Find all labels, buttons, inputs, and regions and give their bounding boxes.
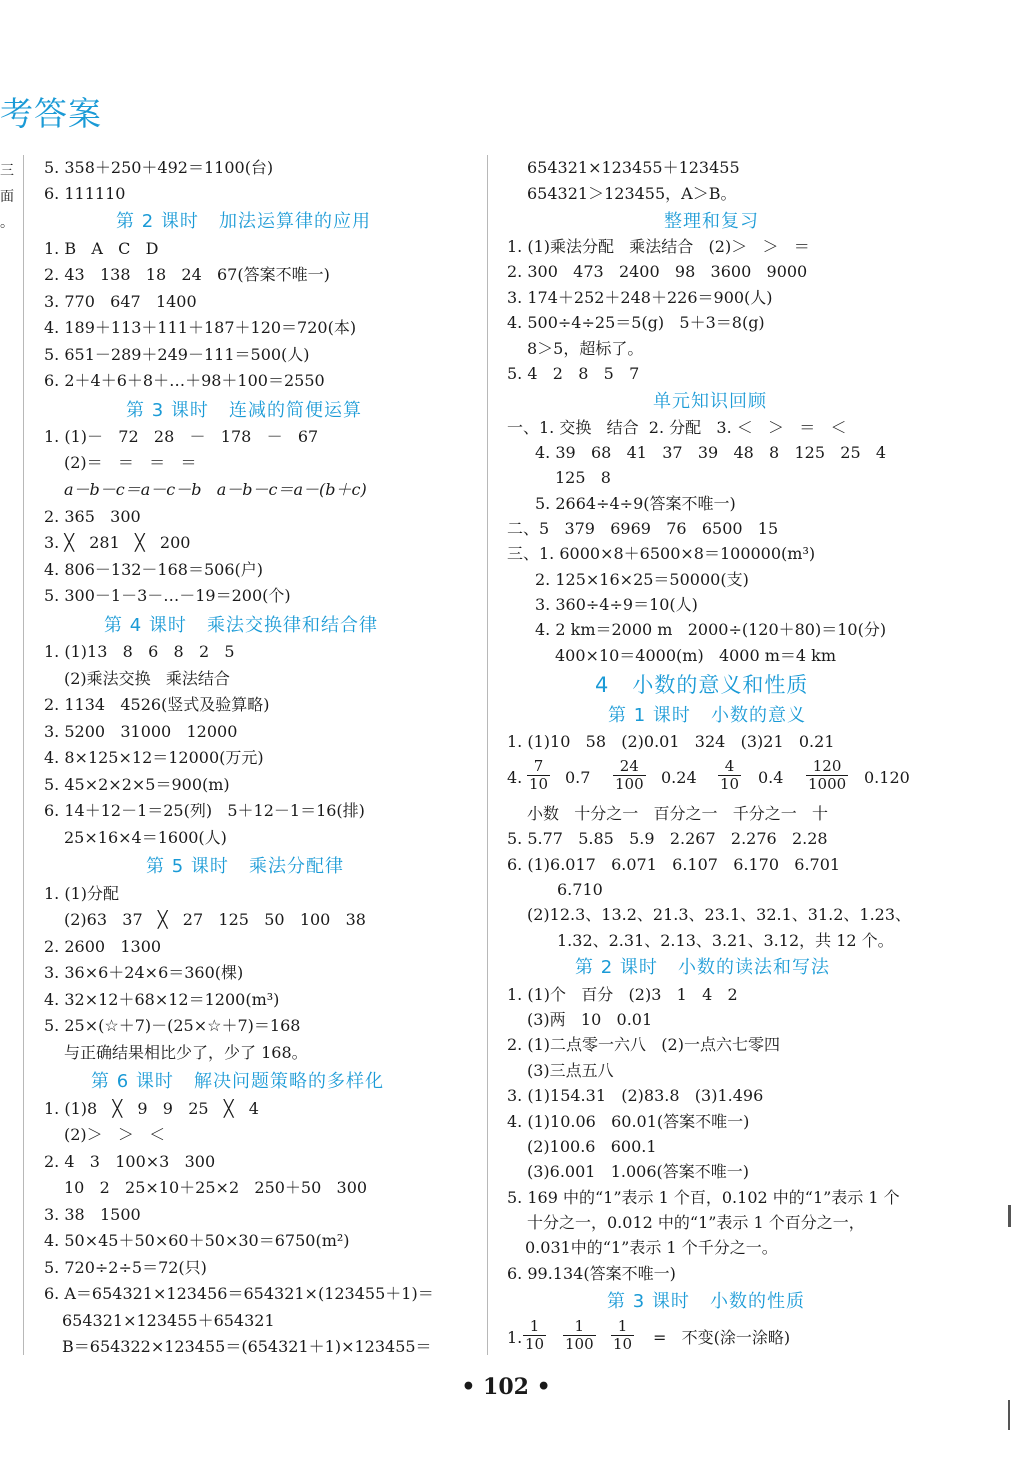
answer-line: 5. 720÷2÷5＝72(只) [44,1258,207,1277]
answer-line: (3)两 10 0.01 [527,1010,653,1029]
answer-line: 1. (1)8 ╳ 9 9 25 ╳ 4 [44,1099,259,1118]
page-number: • 102 • [461,1374,551,1400]
answer-line: (3)三点五八 [527,1061,614,1080]
answer-line: 6. 99.134(答案不唯一) [507,1264,676,1283]
column-divider [487,155,488,1355]
answer-line: 2. 2600 1300 [44,937,162,956]
answer-line: 3. 360÷4÷9＝10(人) [535,595,698,614]
answer-line: 1. (1)乘法分配 乘法结合 (2)＞ ＞ ＝ [507,237,810,256]
answer-line: 4. 50×45＋50×60＋50×30＝6750(m²) [44,1231,350,1250]
answer-line: 4. 8×125×12＝12000(万元) [44,748,264,767]
answer-line: 5. 4 2 8 5 7 [507,364,640,383]
answer-line: 5. 300－1－3－…－19＝200(个) [44,586,291,605]
left-edge-rule [23,155,24,1355]
section-heading: 第 2 课时 加法运算律的应用 [116,211,372,232]
denominator: 10 [529,775,549,793]
answer-line: (2)＝ ＝ ＝ ＝ [64,453,197,472]
answer-line: 十分之一，0.012 中的“1”表示 1 个百分之一， [527,1213,865,1232]
answer-line: 400×10＝4000(m) 4000 m＝4 km [555,646,837,665]
fraction [563,1318,596,1353]
answer-line: 8＞5，超标了。 [527,339,644,358]
answer-line: 654321×123455＋123455 [527,158,740,177]
fraction-row [507,1318,977,1362]
fraction [806,758,848,793]
answer-line: (2)100.6 600.1 [527,1137,657,1156]
section-heading: 第 3 课时 连减的简便运算 [126,400,363,421]
answer-line: 5. 651－289＋249－111＝500(人) [44,345,310,364]
answer-line: 二、5 379 6969 76 6500 15 [507,519,779,538]
answer-line: 2. 365 300 [44,507,141,526]
left-edge-fragment [0,158,14,236]
fraction [613,758,646,793]
answer-line: 1.32、2.31、2.13、3.21、3.12，共 12 个。 [557,931,894,950]
numerator: 7 [533,757,544,775]
answer-line: 1. (1)个 百分 (2)3 1 4 2 [507,985,738,1004]
item-number: 4. [507,768,523,787]
answer-line: = 不变(涂一涂略) [653,1328,791,1347]
answer-line: 4. 806－132－168＝506(户) [44,560,263,579]
answer-line: 4. 500÷4÷25＝5(g) 5＋3＝8(g) [507,313,765,332]
answer-line: 654321＞123455，A＞B。 [527,184,737,203]
denominator: 1000 [808,775,847,793]
answer-line: (3)6.001 1.006(答案不唯一) [527,1162,750,1181]
answer-line: 1. (1)分配 [44,884,120,903]
section-heading: 第 2 课时 小数的读法和写法 [575,957,831,978]
answer-line: 4. 39 68 41 37 39 48 8 125 25 4 [535,443,887,462]
section-heading: 整理和复习 [664,211,759,232]
answer-line: 6.710 [557,880,603,899]
answer-line: 4. 32×12＋68×12＝1200(m³) [44,990,280,1009]
scan-edge-mark [1008,1400,1010,1430]
decimal-value: 0.24 [661,768,697,787]
section-heading: 第 1 课时 小数的意义 [608,705,807,726]
answer-line: 2. 300 473 2400 98 3600 9000 [507,262,808,281]
decimal-value: 0.4 [758,768,784,787]
answer-line: 0.031中的“1”表示 1 个千分之一。 [525,1238,778,1257]
item-number: 1. [507,1328,523,1347]
answer-line: 10 2 25×10＋25×2 250＋50 300 [64,1178,368,1197]
answer-line: 5. 169 中的“1”表示 1 个百，0.102 中的“1”表示 1 个 [507,1188,900,1207]
chapter-heading: 4 小数的意义和性质 [595,673,809,697]
section-heading: 第 4 课时 乘法交换律和结合律 [104,615,379,636]
answer-line: 4. (1)10.06 60.01(答案不唯一) [507,1112,750,1131]
answer-line: 125 8 [555,468,611,487]
answer-line: 3. 770 647 1400 [44,292,197,311]
fraction [527,758,550,793]
answer-line: 3. 5200 31000 12000 [44,722,238,741]
answer-line: 654321×123455＋654321 [62,1311,275,1330]
denominator: 10 [720,775,740,793]
answer-line: 3. 36×6＋24×6＝360(棵) [44,963,244,982]
denominator: 100 [565,1335,594,1353]
answer-line: 1. B A C D [44,239,159,258]
answer-line: 6. 14＋12－1＝25(列) 5＋12－1＝16(排) [44,801,365,820]
numerator: 1 [617,1317,628,1335]
answer-line: 4. 2 km＝2000 m 2000÷(120＋80)＝10(分) [535,620,887,639]
section-heading: 第 5 课时 乘法分配律 [146,856,345,877]
answer-line: 2. (1)二点零一六八 (2)一点六七零四 [507,1035,780,1054]
answer-line: 1. (1)－ 72 28 － 178 － 67 [44,427,319,446]
answer-line: (2)12.3、13.2、21.3、23.1、32.1、31.2、1.23、 [527,905,912,924]
answer-line: 6. (1)6.017 6.071 6.107 6.170 6.701 [507,855,841,874]
denominator: 10 [525,1335,545,1353]
answer-line: 6. 2＋4＋6＋8＋…＋98＋100＝2550 [44,371,325,390]
section-heading: 第 6 课时 解决问题策略的多样化 [91,1071,385,1092]
answer-line: (2)63 37 ╳ 27 125 50 100 38 [64,910,366,929]
answer-line: 4. 189＋113＋111＋187＋120＝720(本) [44,318,357,337]
answer-line: 5. 5.77 5.85 5.9 2.267 2.276 2.28 [507,829,828,848]
denominator: 10 [613,1335,633,1353]
answer-line: 与正确结果相比少了，少了 168。 [64,1043,308,1062]
answer-line: B＝654322×123455＝(654321＋1)×123455＝ [62,1337,432,1356]
answer-line: a－b－c＝a－c－b a－b－c＝a－(b＋c) [64,480,367,499]
answer-line: 3. ╳ 281 ╳ 200 [44,533,191,552]
answer-line: 5. 358＋250＋492＝1100(台) [44,158,274,177]
answer-line: 3. 38 1500 [44,1205,141,1224]
answer-line: 2. 1134 4526(竖式及验算略) [44,695,270,714]
section-heading: 第 3 课时 小数的性质 [607,1291,806,1312]
decimal-value: 0.120 [864,768,910,787]
answer-line: 5. 2664÷4÷9(答案不唯一) [535,494,736,513]
answer-line: 2. 43 138 18 24 67(答案不唯一) [44,265,330,284]
edge-char: 三 [0,163,14,179]
answer-line: 小数 十分之一 百分之一 千分之一 十 [527,804,829,823]
answer-line: 三、1. 6000×8＋6500×8＝100000(m³) [507,544,816,563]
numerator: 1 [529,1317,540,1335]
answer-line: 3. 174＋252＋248＋226＝900(人) [507,288,773,307]
decimal-value: 0.7 [565,768,591,787]
numerator: 4 [724,757,735,775]
section-heading: 单元知识回顾 [653,391,767,412]
answer-line: 2. 4 3 100×3 300 [44,1152,216,1171]
numerator: 1 [574,1317,585,1335]
answer-line: 25×16×4＝1600(人) [64,828,227,847]
answer-line: 1. (1)10 58 (2)0.01 324 (3)21 0.21 [507,732,835,751]
page-title: 考答案 [0,94,102,133]
answer-line: 1. (1)13 8 6 8 2 5 [44,642,235,661]
fraction [611,1318,634,1353]
answer-line: 6. 111110 [44,184,126,203]
numerator: 120 [812,757,842,775]
answer-line: (2)＞ ＞ ＜ [64,1125,166,1144]
edge-char: 。 [0,215,14,231]
scan-edge-mark [1008,1205,1011,1227]
answer-line: 3. (1)154.31 (2)83.8 (3)1.496 [507,1086,764,1105]
answer-line: 一、1. 交换 结合 2. 分配 3. ＜ ＞ ＝ ＜ [507,418,847,437]
answer-line: (2)乘法交换 乘法结合 [64,669,230,688]
edge-char: 面 [0,189,14,205]
numerator: 24 [619,757,639,775]
fraction-row [507,756,977,800]
denominator: 100 [615,775,644,793]
answer-line: 5. 25×(☆＋7)－(25×☆＋7)＝168 [44,1016,301,1035]
fraction [718,758,741,793]
answer-line: 6. A＝654321×123456＝654321×(123455＋1)＝ [44,1284,434,1303]
fraction [523,1318,546,1353]
answer-line: 5. 45×2×2×5＝900(m) [44,775,230,794]
answer-line: 2. 125×16×25＝50000(支) [535,570,749,589]
